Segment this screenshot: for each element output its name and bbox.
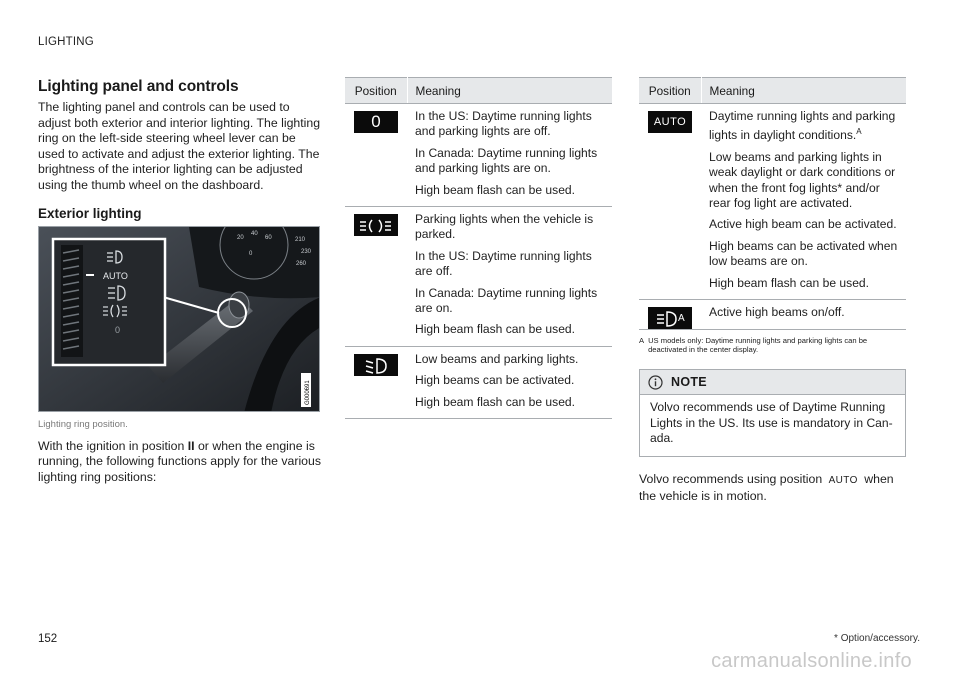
meaning-line: High beam flash can be used.: [415, 182, 576, 197]
gauge-tick: 60: [265, 234, 272, 241]
inset-zero-label: 0: [115, 324, 121, 335]
watermark: carmanualsonline.info: [711, 650, 912, 672]
meaning-line: High beams can be activated.: [415, 373, 575, 388]
note-text: Volvo recommends use of Daytime Running Lights in the US. Its use is mandatory in Can-ada.: [650, 400, 893, 445]
table-header-position: Position: [345, 78, 407, 104]
left-column: [38, 78, 322, 485]
meaning-line: High beams can be activated when low beams are on.: [709, 238, 898, 269]
option-accessory-note: * Option/accessory.: [834, 633, 920, 644]
lighting-ring-figure: [38, 226, 320, 412]
image-code: G000691: [305, 379, 311, 405]
ignition-position: II: [187, 438, 195, 453]
footnote-mark: A: [639, 336, 645, 346]
meaning-line: In Canada: Daytime running lights and parking lights are on.: [415, 145, 598, 176]
meaning-line: Parking lights when the vehicle is parked.: [415, 212, 594, 242]
section-header: LIGHTING: [38, 36, 94, 48]
meaning-line: Active high beam can be activated.: [709, 217, 897, 232]
active-high-beam-letter: A: [678, 312, 685, 324]
inset-auto-label: AUTO: [103, 270, 128, 281]
meaning-line: Active high beams on/off.: [709, 305, 845, 320]
intro-paragraph: The lighting panel and controls can be used to adjust both exterior and interior lighting. The lighting ring on the left-side steering wheel lever can be used to activate and adjust the exterior lighting. The brightness of the interior lighting can be adjusted using the thumb wheel on the dashboard.: [38, 100, 321, 192]
meaning-line: In the US: Daytime running lights and parking lights are off.: [415, 109, 592, 139]
table-row: [345, 104, 612, 207]
table-row: [345, 346, 612, 418]
subsection-title: Exterior lighting: [38, 205, 142, 221]
ignition-text-after: or when the engine is running, the following functions apply for the various lighting ring positions:: [38, 438, 321, 484]
table-row: [639, 104, 906, 300]
meaning-line: High beam flash can be used.: [709, 275, 870, 290]
meaning-line: In the US: Daytime running lights are off.: [415, 248, 592, 279]
meaning-line: Low beams and parking lights.: [415, 351, 579, 366]
off-position-icon: 0: [354, 111, 398, 133]
auto-symbol: AUTO: [828, 475, 858, 487]
gauge-tick: 260: [296, 260, 307, 267]
lighting-ring-illustration: [39, 227, 320, 412]
section-title: Lighting panel and controls: [38, 78, 239, 95]
info-icon: [648, 374, 663, 389]
table-row: [639, 300, 906, 330]
note-box: [639, 369, 906, 457]
parking-lights-icon: [354, 214, 398, 236]
meaning-line: High beam flash can be used.: [415, 322, 576, 337]
meaning-line: Low beams and parking lights in weak daylight or dark conditions or when the front fog lights* and/or rear fog light are activated.: [709, 149, 896, 211]
closing-paragraph: [639, 472, 906, 504]
gauge-tick: 210: [295, 236, 306, 243]
ignition-text-before: With the ignition in position: [38, 438, 188, 453]
auto-position-icon: AUTO: [648, 111, 692, 133]
meaning-line: [709, 109, 898, 144]
table-header-meaning: Meaning: [701, 78, 906, 104]
table-row: [345, 207, 612, 347]
table-header-position: Position: [639, 78, 701, 104]
page-number: 152: [38, 633, 58, 645]
active-high-beam-icon: [648, 307, 692, 329]
closing-after: when the vehicle is in motion.: [639, 472, 894, 503]
gauge-tick: 0: [249, 250, 253, 257]
low-beam-icon: [354, 354, 398, 376]
right-column: [639, 77, 906, 505]
position-table-1: [345, 77, 612, 419]
table-header-meaning: Meaning: [407, 78, 612, 104]
note-heading: NOTE: [671, 375, 707, 390]
meaning-line: High beam flash can be used.: [415, 394, 576, 409]
gauge-tick: 40: [251, 230, 258, 237]
meaning-line: In Canada: Daytime running lights are on.: [415, 285, 598, 316]
meaning-text: Daytime running lights and parking lights in daylight conditions.: [709, 109, 896, 143]
gauge-tick: 230: [301, 248, 312, 255]
gauge-tick: 20: [237, 234, 244, 241]
footnote-text: US models only: Daytime running lights and parking lights can be deactivated in the center display.: [648, 336, 868, 355]
table-footnote: [639, 336, 906, 354]
ignition-paragraph: [38, 439, 322, 486]
position-table-2: [639, 77, 906, 330]
closing-before: Volvo recommends using position: [639, 472, 826, 487]
footnote-ref: A: [856, 127, 862, 137]
figure-caption: Lighting ring position.: [38, 418, 128, 430]
